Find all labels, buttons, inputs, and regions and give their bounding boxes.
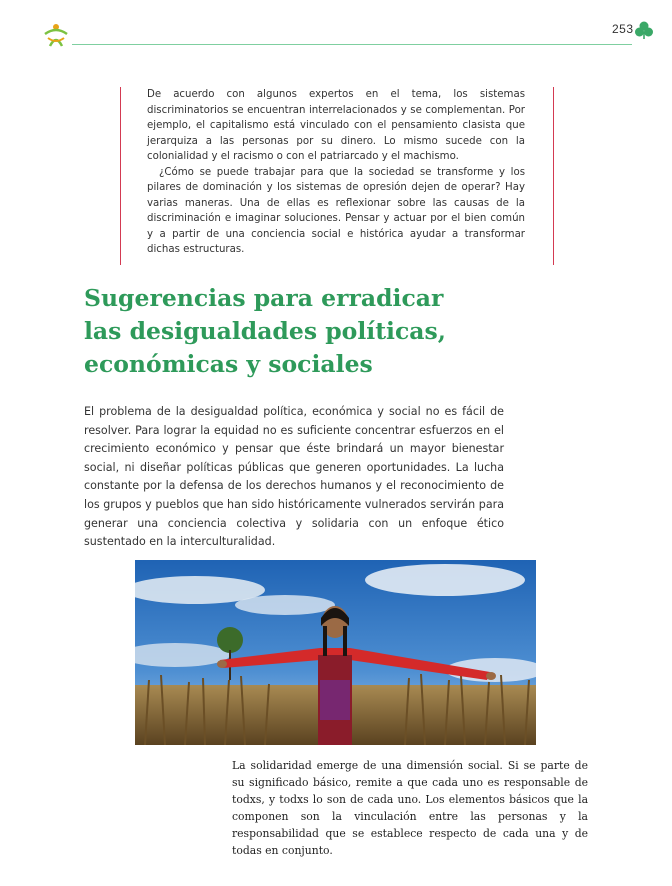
sidebar-text-box xyxy=(120,87,554,265)
section-title-line: Sugerencias para erradicar xyxy=(84,284,444,312)
box-paragraph: ¿Cómo se puede trabajar para que la sociedad se transforme y los pilares de dominación y los sistemas de opresión dejen de operar? Hay varias maneras. Una de ellas es reflexionar sobre las causas de la discriminación e imaginar soluciones. Pensar y actuar por el bien común y a partir de una conciencia social e histórica ayudar a transformar dichas estructuras. xyxy=(147,166,525,255)
clover-icon xyxy=(634,20,654,40)
page-number: 253 xyxy=(612,22,634,36)
box-paragraph: De acuerdo con algunos expertos en el tema, los sistemas discriminatorios se encuentran interrelacionados y se complementan. Por ejemplo, el capitalismo está vinculado con el pensamiento clasista que jerarquiza a las personas por su dinero. Lo mismo sucede con la colonialidad y el racismo o con el patriarcado y el machismo. xyxy=(147,89,525,162)
section-title xyxy=(84,282,544,381)
section-title-line: económicas y sociales xyxy=(84,350,373,378)
photo-girl-in-cornfield xyxy=(135,560,536,745)
series-logo-icon xyxy=(42,22,70,48)
header-rule xyxy=(72,44,632,45)
intro-paragraph: El problema de la desigualdad política, económica y social no es fácil de resolver. Para lograr la equidad no es suficiente concentrar esfuerzos en el crecimiento económico y pensar que éste brindará un mayor bienestar social, ni diseñar políticas públicas que generen oportunidades. La lucha constante por la defensa de los derechos humanos y el reconocimiento de los grupos y pueblos que han sido históricamente vulnerados servirán para generar una conciencia colectiva y solidaria con un enfoque ético sustentado en la interculturalidad. xyxy=(84,405,504,549)
section-title-line: las desigualdades políticas, xyxy=(84,317,446,345)
photo-caption: La solidaridad emerge de una dimensión social. Si se parte de su significado básico, remite a que cada uno es responsable de todxs, y todxs lo son de cada uno. Los elementos básicos que la componen son la vinculación entre las personas y la responsabilidad que se establece respecto de cada una y de todas en conjunto. xyxy=(232,759,588,857)
